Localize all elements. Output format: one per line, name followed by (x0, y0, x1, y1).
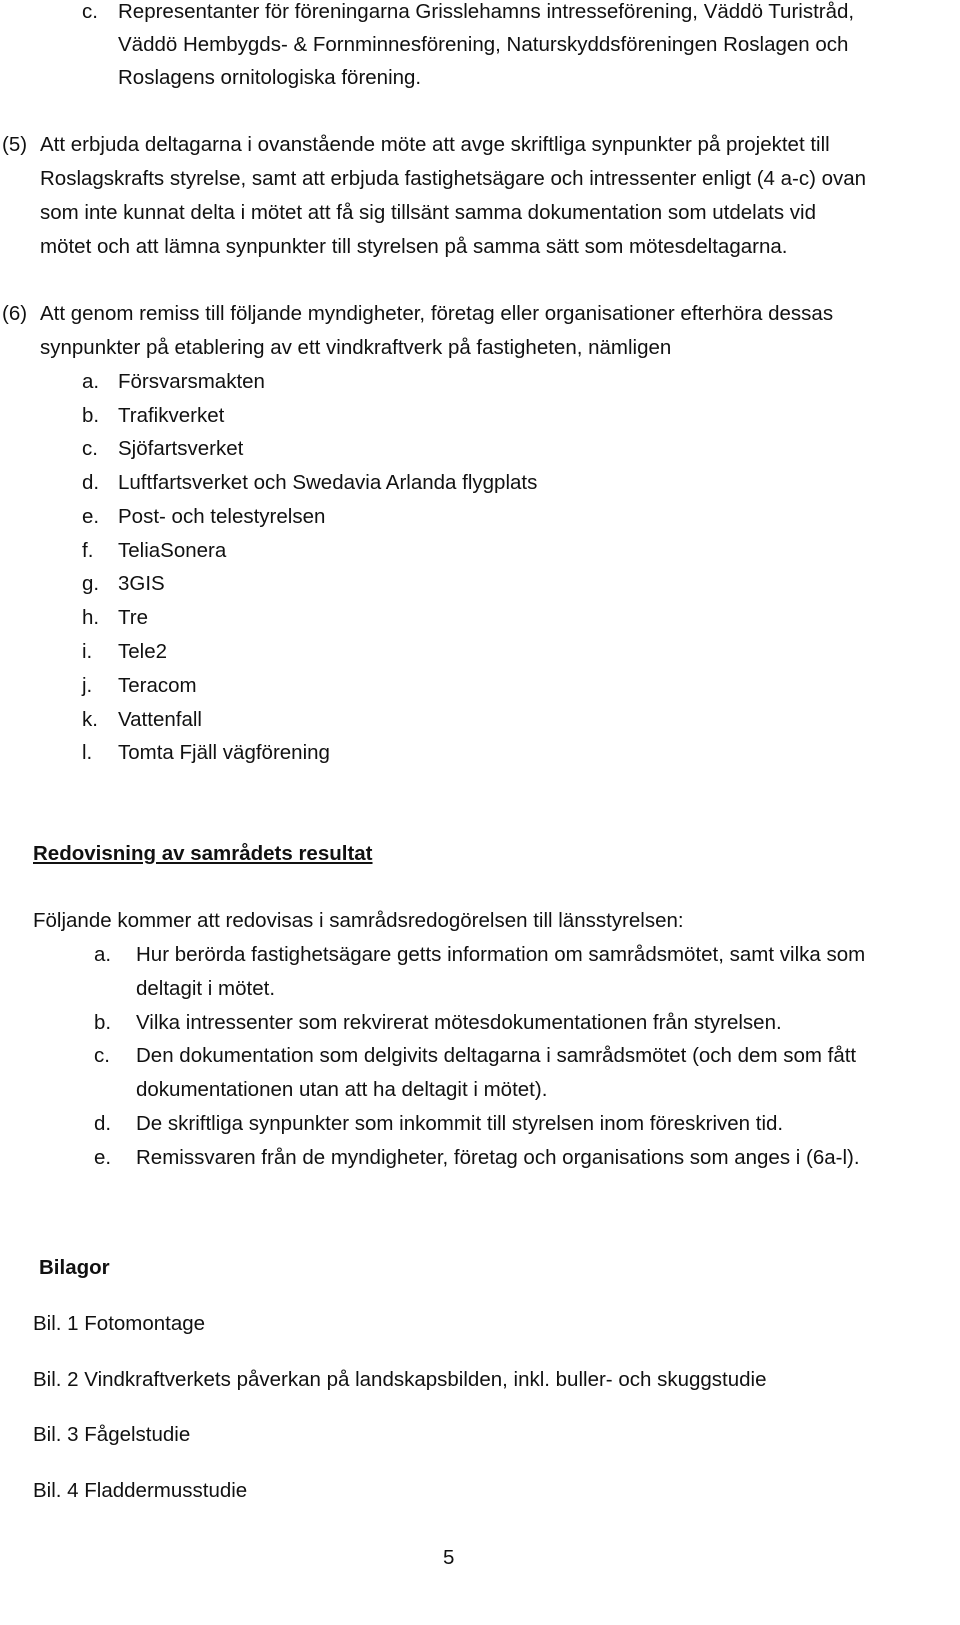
para6-item-label: k. (82, 708, 98, 731)
results-item-line: De skriftliga synpunkter som inkommit till styrelsen inom föreskriven tid. (136, 1112, 784, 1135)
results-item-line: Vilka intressenter som rekvirerat mötesdokumentationen från styrelsen. (136, 1011, 782, 1034)
para6-item-text: Tele2 (118, 640, 168, 663)
results-item-line: deltagit i mötet. (136, 977, 276, 1000)
para5-number: (5) (2, 133, 28, 156)
top-item-line-1: Representanter för föreningarna Grisslehamns intresseförening, Väddö Turistråd, (118, 0, 855, 23)
para6-item-text: Teracom (118, 674, 197, 697)
para6-item-label: g. (82, 572, 100, 595)
para6-item-text: Försvarsmakten (118, 370, 265, 393)
results-intro: Följande kommer att redovisas i samrådsredogörelsen till länsstyrelsen: (33, 909, 684, 932)
attachment-item: Bil. 3 Fågelstudie (33, 1423, 191, 1446)
attachments-heading: Bilagor (39, 1256, 110, 1279)
para6-line-2: synpunkter på etablering av ett vindkraftverk på fastigheten, nämligen (40, 336, 672, 359)
results-item-label: a. (94, 943, 112, 966)
attachment-item: Bil. 2 Vindkraftverkets påverkan på landskapsbilden, inkl. buller- och skuggstudie (33, 1368, 767, 1391)
para6-item-text: Vattenfall (118, 708, 202, 731)
top-item-label: c. (82, 0, 98, 23)
para6-item-label: a. (82, 370, 100, 393)
para6-item-label: i. (82, 640, 93, 663)
results-item-label: b. (94, 1011, 112, 1034)
para6-item-label: f. (82, 539, 94, 562)
attachment-item: Bil. 1 Fotomontage (33, 1312, 206, 1335)
results-item-line: Remissvaren från de myndigheter, företag och organisations som anges i (6a-l). (136, 1146, 860, 1169)
results-item-label: d. (94, 1112, 112, 1135)
top-item-line-2: Väddö Hembygds- & Fornminnesförening, Naturskyddsföreningen Roslagen och (118, 33, 849, 56)
results-item-line: Hur berörda fastighetsägare getts information om samrådsmötet, samt vilka som (136, 943, 866, 966)
para6-item-text: Trafikverket (118, 404, 225, 427)
para6-item-label: e. (82, 505, 100, 528)
para5-line-1: Att erbjuda deltagarna i ovanstående möte att avge skriftliga synpunkter på projektet till (40, 133, 830, 156)
para6-item-label: c. (82, 437, 98, 460)
results-item-line: Den dokumentation som delgivits deltagarna i samrådsmötet (och dem som fått (136, 1044, 857, 1067)
results-item-label: e. (94, 1146, 112, 1169)
para6-item-text: TeliaSonera (118, 539, 227, 562)
para6-item-text: Sjöfartsverket (118, 437, 244, 460)
para6-item-label: h. (82, 606, 100, 629)
para5-line-2: Roslagskrafts styrelse, samt att erbjuda fastighetsägare och intressenter enligt (4 a-c) ovan (40, 167, 867, 190)
para6-item-label: j. (82, 674, 93, 697)
results-item-label: c. (94, 1044, 110, 1067)
top-item-line-3: Roslagens ornitologiska förening. (118, 66, 422, 89)
results-item-line: dokumentationen utan att ha deltagit i mötet). (136, 1078, 548, 1101)
para6-item-label: b. (82, 404, 100, 427)
page-number: 5 (443, 1546, 455, 1569)
para5-line-4: mötet och att lämna synpunkter till styrelsen på samma sätt som mötesdeltagarna. (40, 235, 788, 258)
para6-item-label: d. (82, 471, 100, 494)
para6-item-text: Tomta Fjäll vägförening (118, 741, 330, 764)
para6-item-text: Post- och telestyrelsen (118, 505, 326, 528)
para6-item-text: Luftfartsverket och Swedavia Arlanda flygplats (118, 471, 538, 494)
para5-line-3: som inte kunnat delta i mötet att få sig tillsänt samma dokumentation som utdelats vid (40, 201, 816, 224)
attachment-item: Bil. 4 Fladdermusstudie (33, 1479, 248, 1502)
para6-number: (6) (2, 302, 28, 325)
para6-line-1: Att genom remiss till följande myndigheter, företag eller organisationer efterhöra dessas (40, 302, 834, 325)
results-heading: Redovisning av samrådets resultat (33, 842, 373, 865)
para6-item-text: Tre (118, 606, 148, 629)
para6-item-text: 3GIS (118, 572, 165, 595)
para6-item-label: l. (82, 741, 93, 764)
